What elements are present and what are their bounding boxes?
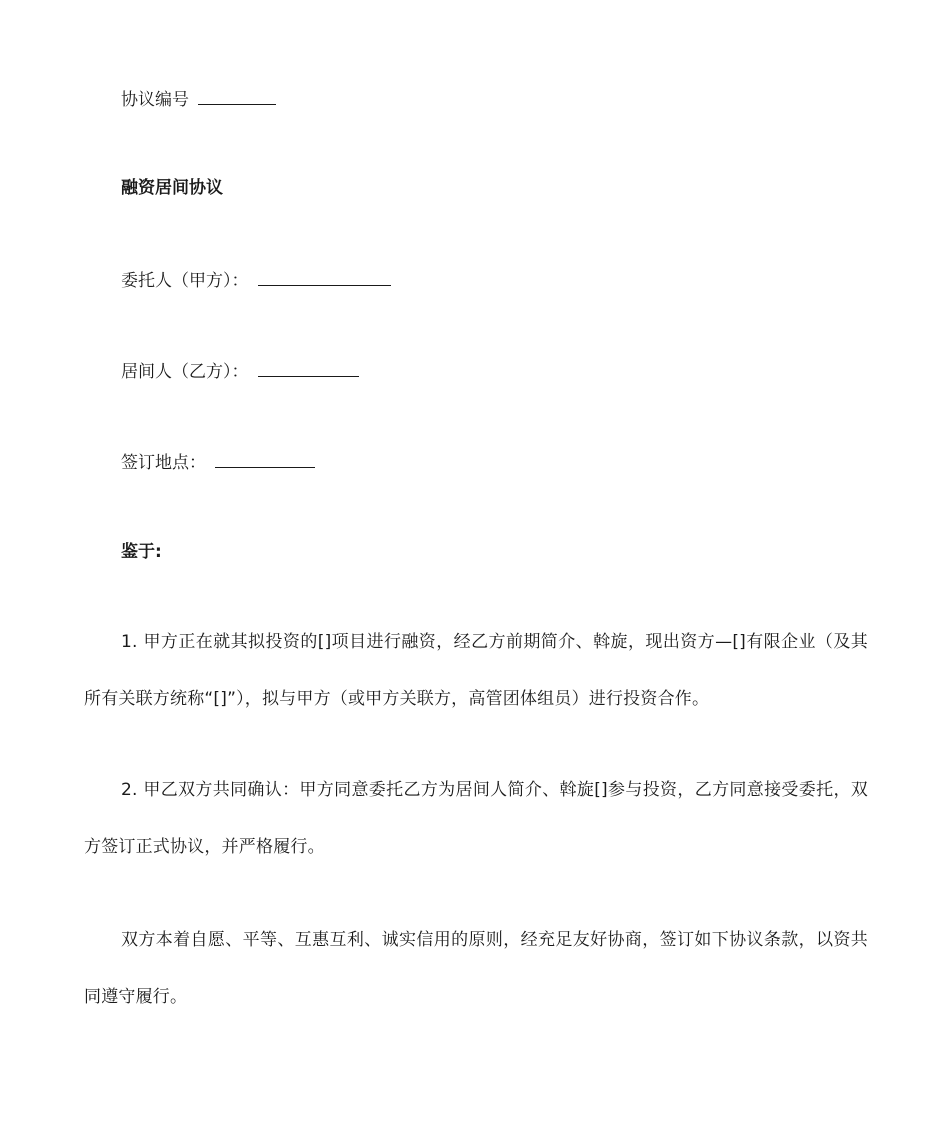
signing-place-blank xyxy=(215,449,315,468)
party-a-line xyxy=(121,267,391,293)
agreement-number-label: 协议编号 xyxy=(121,90,189,110)
agreement-number-line xyxy=(121,86,276,112)
party-b-label: 居间人（乙方）： xyxy=(121,362,249,382)
clause-1: 1. 甲方正在就其拟投资的[]项目进行融资，经乙方前期简介、斡旋，现出资方—[]有限企业（及其所有关联方统称“[]”），拟与甲方（或甲方关联方，高管团体组员）进行投资合作。 xyxy=(84,632,868,709)
signing-place-label: 签订地点： xyxy=(121,453,206,473)
document-title: 融资居间协议 xyxy=(121,178,223,198)
whereas-heading: 鉴于: xyxy=(121,542,162,562)
party-a-label: 委托人（甲方）： xyxy=(121,271,249,291)
party-b-blank xyxy=(258,358,359,377)
party-b-line xyxy=(121,358,359,384)
clause-2: 2. 甲乙双方共同确认：甲方同意委托乙方为居间人简介、斡旋[]参与投资，乙方同意接受委托，双方签订正式协议，并严格履行。 xyxy=(84,780,868,857)
closing-paragraph: 双方本着自愿、平等、互惠互利、诚实信用的原则，经充足友好协商，签订如下协议条款，以资共同遵守履行。 xyxy=(84,930,868,1007)
party-a-blank xyxy=(258,267,391,286)
signing-place-line xyxy=(121,449,315,475)
agreement-number-blank xyxy=(198,86,276,105)
